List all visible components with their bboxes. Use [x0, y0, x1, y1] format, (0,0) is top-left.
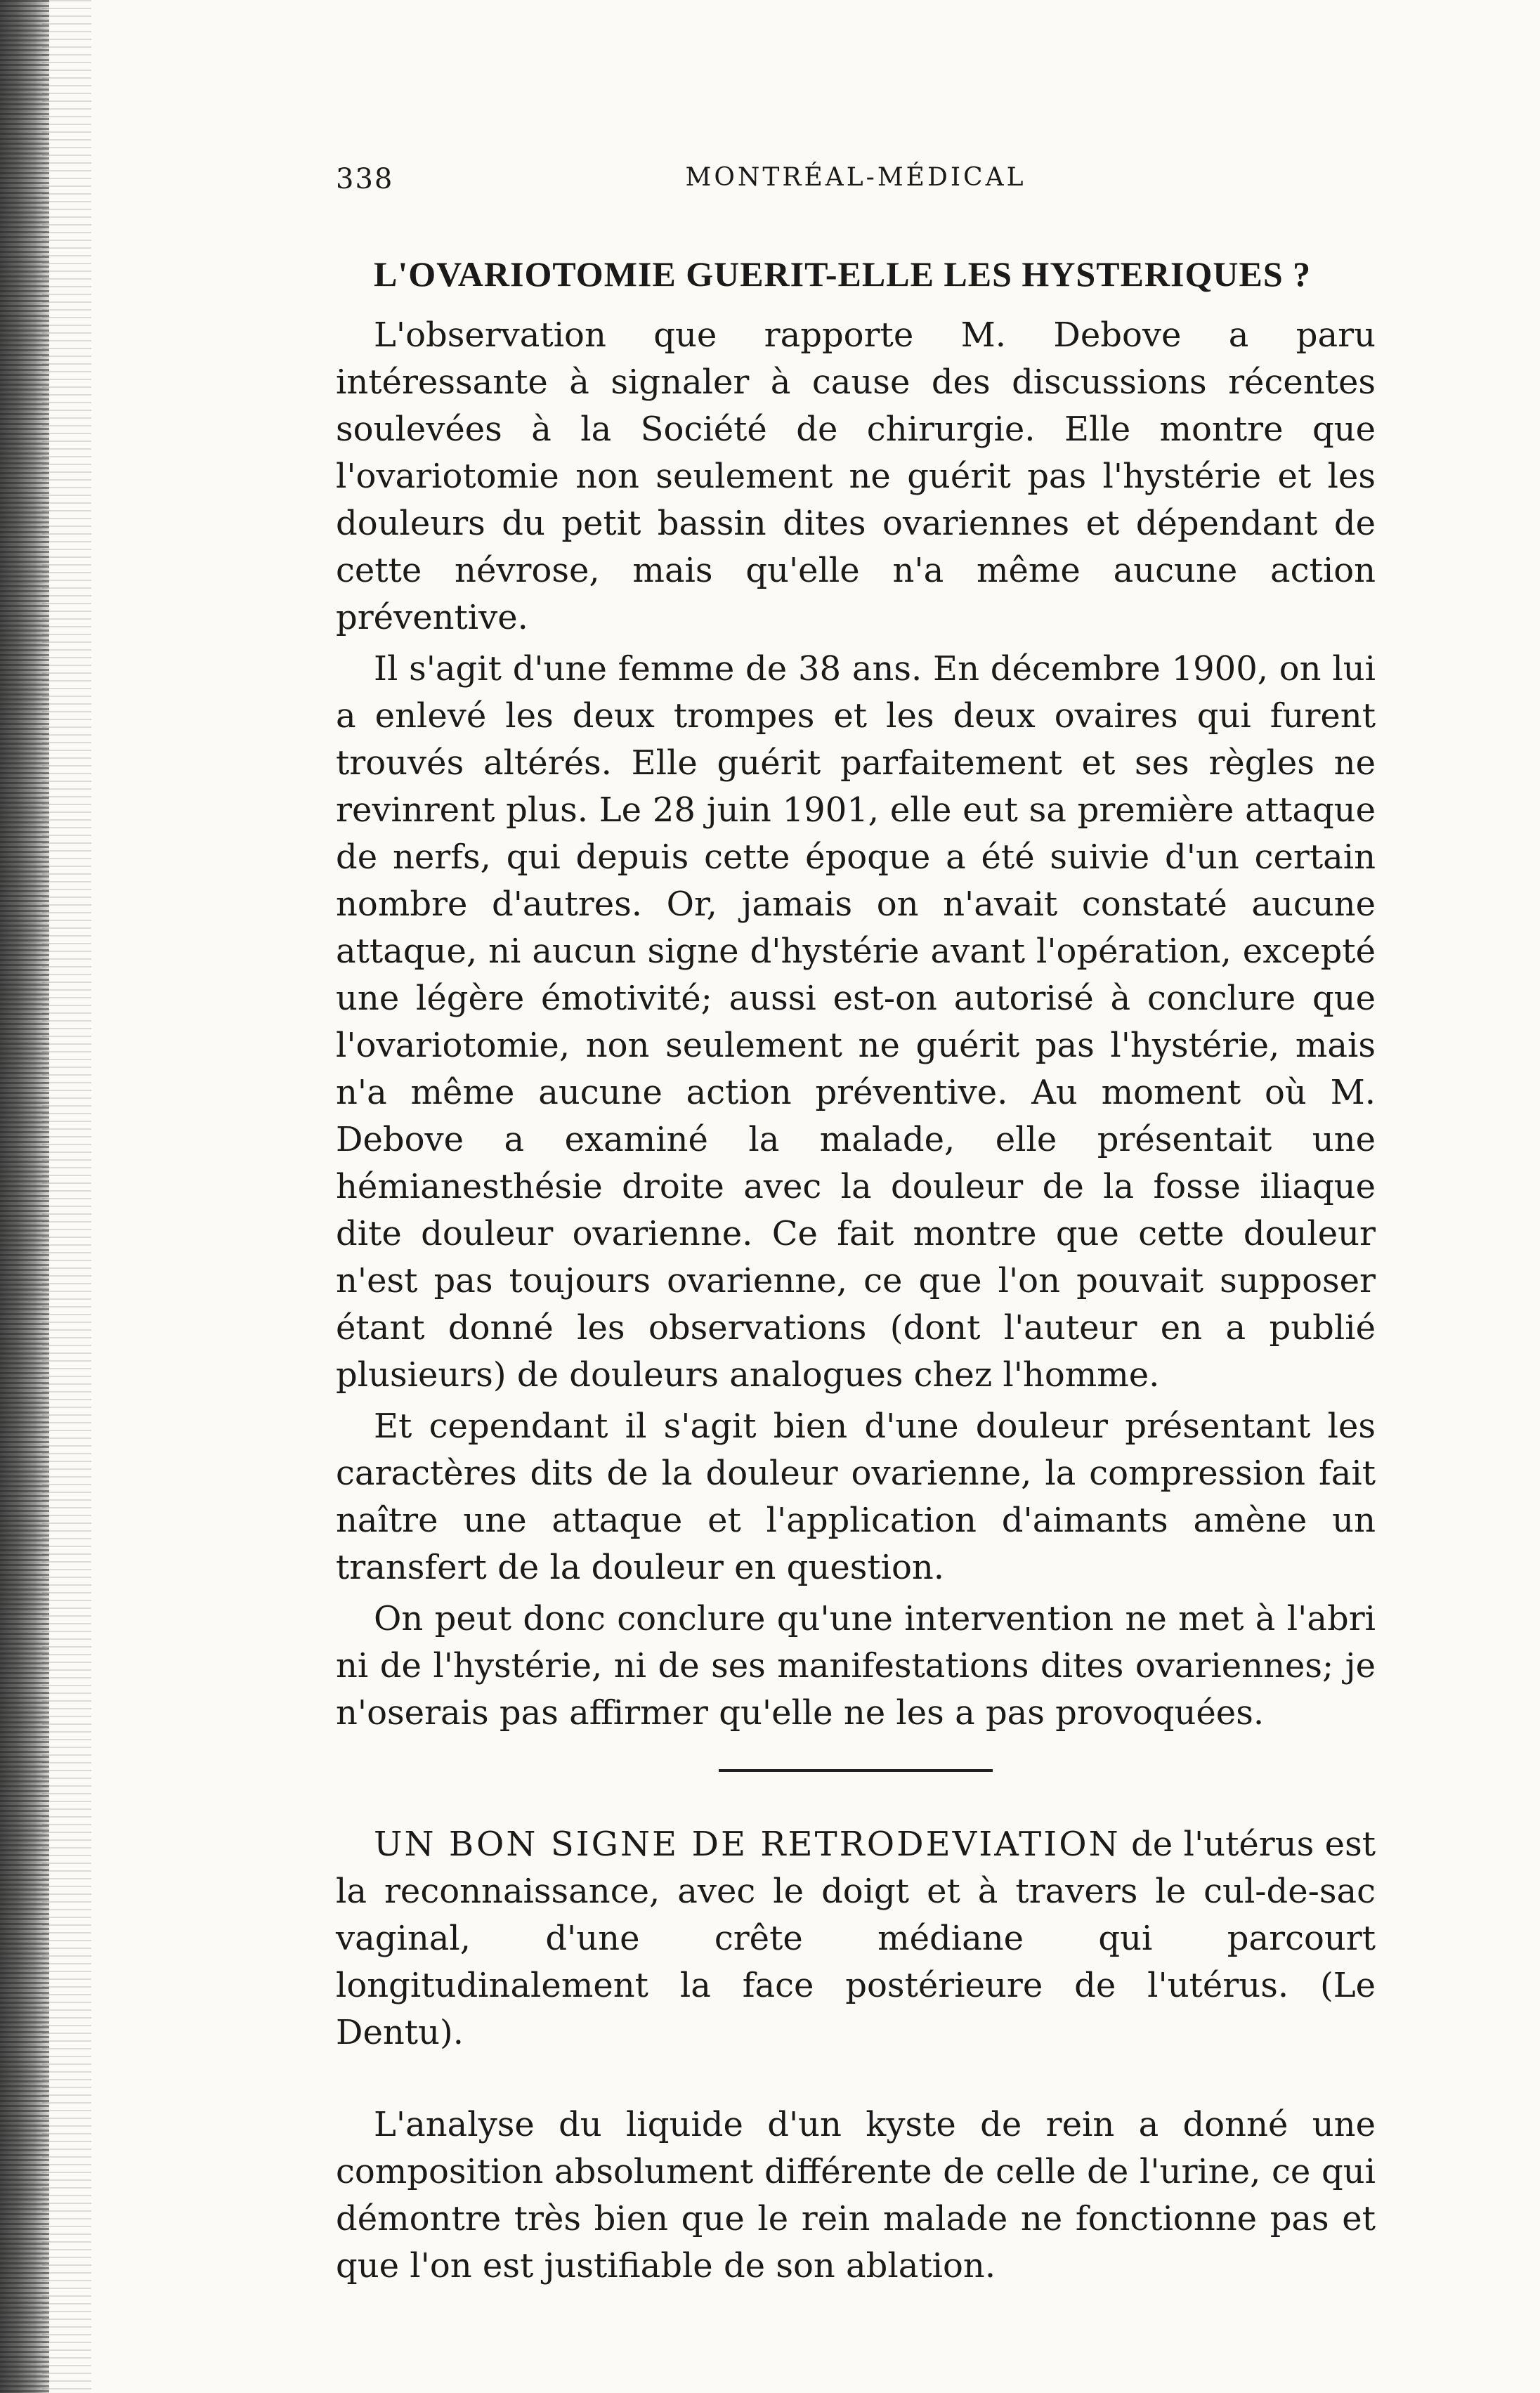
page-number: 338 [336, 163, 394, 195]
running-head: MONTRÉAL-MÉDICAL [685, 163, 1026, 192]
note-kyste-rein [336, 2101, 1376, 2290]
article-paragraph: Il s'agit d'une femme de 38 ans. En décembre 1900, on lui a enlevé les deux trompes et les deux ovaires qui furent trouvés altérés. Elle guérit parfaitement et ses règles ne revinrent plus. Le 28 juin 1901, elle eut sa première attaque de nerfs, qui depuis cette époque a été suivie d'un certain nombre d'autres. Or, jamais on n'avait constaté aucune attaque, ni aucun signe d'hystérie avant l'opération, excepté une légère émotivité; aussi est-on autorisé à conclure que l'ovariotomie, non seulement ne guérit pas l'hystérie, mais n'a même aucune action préventive. Au moment où M. Debove a examiné la malade, elle présentait une hémianesthésie droite avec la douleur de la fosse iliaque dite douleur ovarienne. Ce fait montre que cette douleur n'est pas toujours ovarienne, ce que l'on pouvait supposer étant donné les observations (dont l'auteur en a publié plusieurs) de douleurs analogues chez l'homme. [336, 649, 1376, 1395]
page-header [336, 163, 1376, 205]
section-divider [719, 1769, 993, 1772]
article-title: L'OVARIOTOMIE GUERIT-ELLE LES HYSTERIQUES ? [374, 254, 1312, 294]
article-paragraph: On peut donc conclure qu'une intervention ne met à l'abri ni de l'hystérie, ni de ses manifestations dites ovariennes; je n'oserais pas affirmer qu'elle ne les a pas provoquées. [336, 1599, 1376, 1733]
page-body [336, 253, 1376, 2290]
scan-noise [42, 0, 91, 2393]
note-text: L'analyse du liquide d'un kyste de rein a donné une composition absolument différente de celle de l'urine, ce qui démontre très bien que le rein malade ne fonctionne pas et que l'on est justifiable de son ablation. [336, 2105, 1376, 2286]
article-paragraph: L'observation que rapporte M. Debove a paru intéressante à signaler à cause des discussions récentes soulevées à la Société de chirurgie. Elle montre que l'ovariotomie non seulement ne guérit pas l'hystérie et les douleurs du petit bassin dites ovariennes et dépendant de cette névrose, mais qu'elle n'a même aucune action préventive. [336, 315, 1376, 637]
note-text: de l'utérus est la reconnaissance, avec le doigt et à travers le cul-de-sac vaginal, d'une crête médiane qui parcourt longitudinalement la face postérieure de l'utérus. (Le Dentu). [336, 1825, 1376, 2052]
note-lead: UN BON SIGNE DE RETRODEVIATION [374, 1825, 1121, 1864]
article-paragraph: Et cependant il s'agit bien d'une douleur présentant les caractères dits de la douleur ovarienne, la compression fait naître une attaque et l'application d'aimants amène un transfert de la douleur en question. [336, 1407, 1376, 1587]
note-retrodeviation [336, 1821, 1376, 2056]
